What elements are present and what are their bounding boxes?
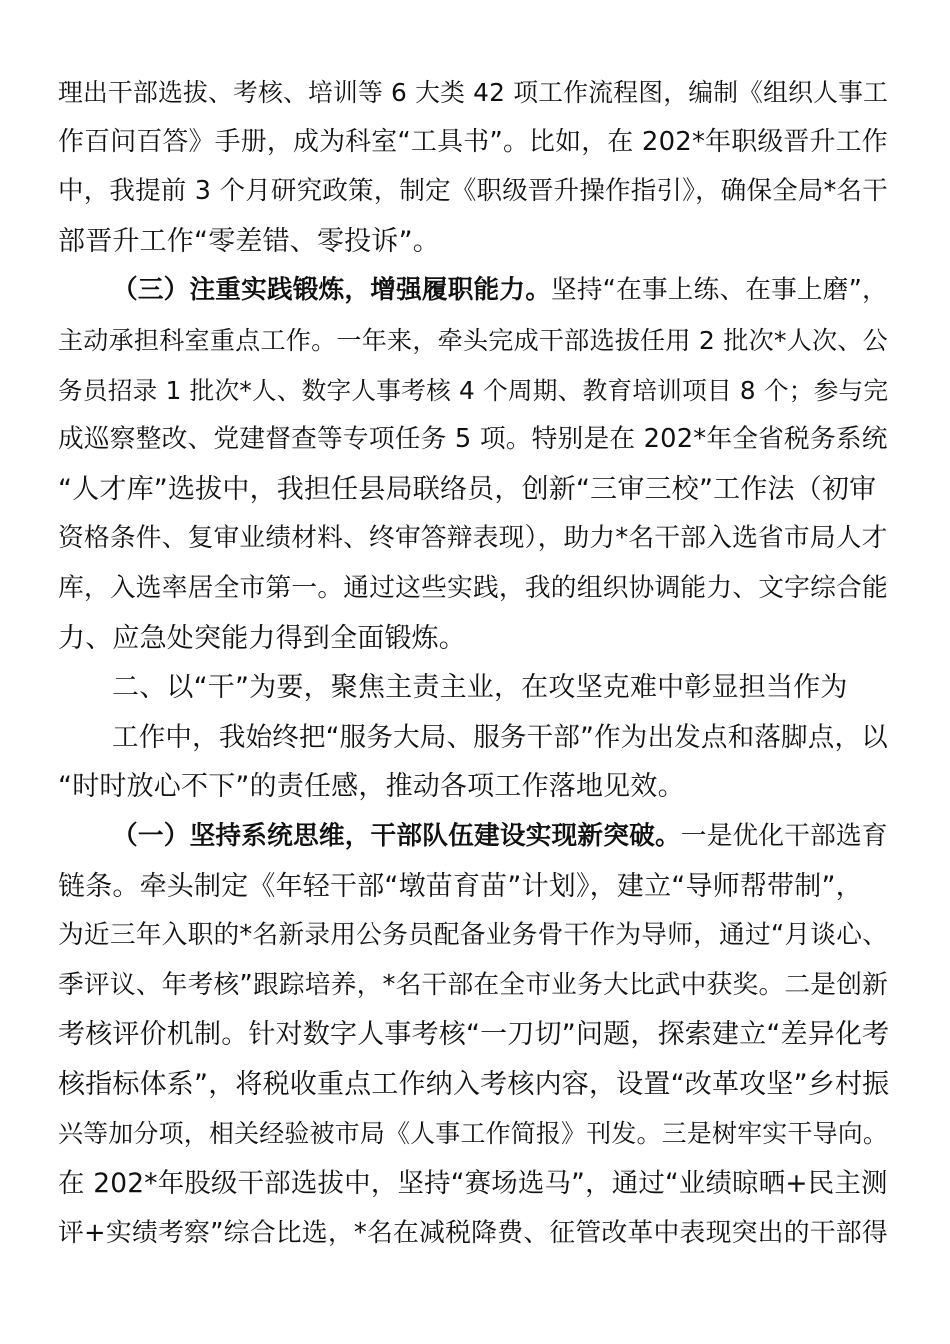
text-run: 一是优化干部选育 bbox=[680, 820, 888, 851]
line-16 bbox=[58, 812, 892, 862]
section-heading-1: （一）坚持系统思维，干部队伍建设实现新突破。 bbox=[112, 820, 681, 851]
line-14 bbox=[58, 713, 892, 763]
line-4 bbox=[58, 217, 892, 267]
text-run: 为近三年入职的*名新录用公务员配备业务骨干作为导师，通过“月谈心、 bbox=[58, 920, 889, 951]
text-run: 在 202*年股级干部选拔中，坚持“赛场选马”，通过“业绩晾晒+民主测 bbox=[58, 1168, 888, 1200]
line-9 bbox=[58, 465, 892, 515]
text-run: 理出干部选拔、考核、培训等 6 大类 42 项工作流程图，编制《组织人事工 bbox=[58, 78, 889, 107]
line-15 bbox=[58, 762, 892, 812]
text-run: 评+实绩考察”综合比选，*名在减税降费、征管改革中表现突出的干部得 bbox=[58, 1217, 888, 1248]
line-8 bbox=[58, 415, 892, 465]
text-run: 坚持“在事上练、在事上磨”， bbox=[551, 275, 888, 306]
text-run: 兴等加分项，相关经验被市局《人事工作简报》刊发。三是树牢实干导向。 bbox=[58, 1119, 889, 1149]
text-run: 成巡察整改、党建督查等专项任务 5 项。特别是在 202*年全省税务系统 bbox=[58, 424, 888, 455]
line-12 bbox=[58, 614, 892, 664]
line-20 bbox=[58, 1010, 892, 1060]
line-24 bbox=[58, 1209, 892, 1259]
section-heading-3: （三）注重实践锻炼，增强履职能力。 bbox=[112, 275, 552, 306]
section-title-2: 二、以“干”为要，聚焦主责主业，在攻坚克难中彰显担当作为 bbox=[112, 672, 848, 704]
line-13 bbox=[58, 663, 892, 713]
text-run: 库，入选率居全市第一。通过这些实践，我的组织协调能力、文字综合能 bbox=[58, 572, 888, 603]
line-10 bbox=[58, 514, 892, 564]
text-run: 主动承担科室重点工作。一年来，牵头完成干部选拔任用 2 批次*人次、公 bbox=[58, 325, 888, 355]
text-run: 中，我提前 3 个月研究政策，制定《职级晋升操作指引》，确保全局*名干 bbox=[58, 176, 888, 207]
line-21 bbox=[58, 1060, 892, 1110]
line-7 bbox=[58, 366, 892, 416]
line-6 bbox=[58, 316, 892, 366]
line-17 bbox=[58, 862, 892, 912]
text-run: 链条。牵头制定《年轻干部“墩苗育苗”计划》，建立“导师帮带制”， bbox=[58, 870, 863, 902]
text-run: 季评议、年考核”跟踪培养，*名干部在全市业务大比武中获奖。二是创新 bbox=[58, 969, 889, 1000]
text-run: 核指标体系”，将税收重点工作纳入考核内容，设置“改革攻坚”乡村振 bbox=[58, 1068, 890, 1100]
document-page bbox=[58, 68, 892, 1258]
text-run: 部晋升工作“零差错、零投诉”。 bbox=[58, 225, 440, 257]
line-19 bbox=[58, 961, 892, 1011]
line-2 bbox=[58, 118, 892, 168]
text-run: “人才库”选拔中，我担任县局联络员，创新“三审三校”工作法（初审 bbox=[58, 473, 877, 505]
text-run: 资格条件、复审业绩材料、终审答辩表现），助力*名干部入选省市局人才 bbox=[58, 523, 888, 554]
text-run: 务员招录 1 批次*人、数字人事考核 4 个周期、教育培训项目 8 个；参与完 bbox=[58, 375, 889, 405]
text-run: 工作中，我始终把“服务大局、服务干部”作为出发点和落脚点，以 bbox=[112, 721, 888, 753]
line-23 bbox=[58, 1159, 892, 1209]
line-5 bbox=[58, 266, 892, 316]
line-22 bbox=[58, 1109, 892, 1159]
text-run: 作百问百答》手册，成为科室“工具书”。比如，在 202*年职级晋升工作 bbox=[58, 126, 888, 157]
text-run: 考核评价机制。针对数字人事考核“一刀切”问题，探索建立“差异化考 bbox=[58, 1019, 890, 1051]
text-run: “时时放心不下”的责任感，推动各项工作落地见效。 bbox=[58, 771, 685, 803]
line-18 bbox=[58, 911, 892, 961]
text-run: 力、应急处突能力得到全面锻炼。 bbox=[58, 622, 466, 654]
line-1 bbox=[58, 68, 892, 118]
line-11 bbox=[58, 564, 892, 614]
line-3 bbox=[58, 167, 892, 217]
